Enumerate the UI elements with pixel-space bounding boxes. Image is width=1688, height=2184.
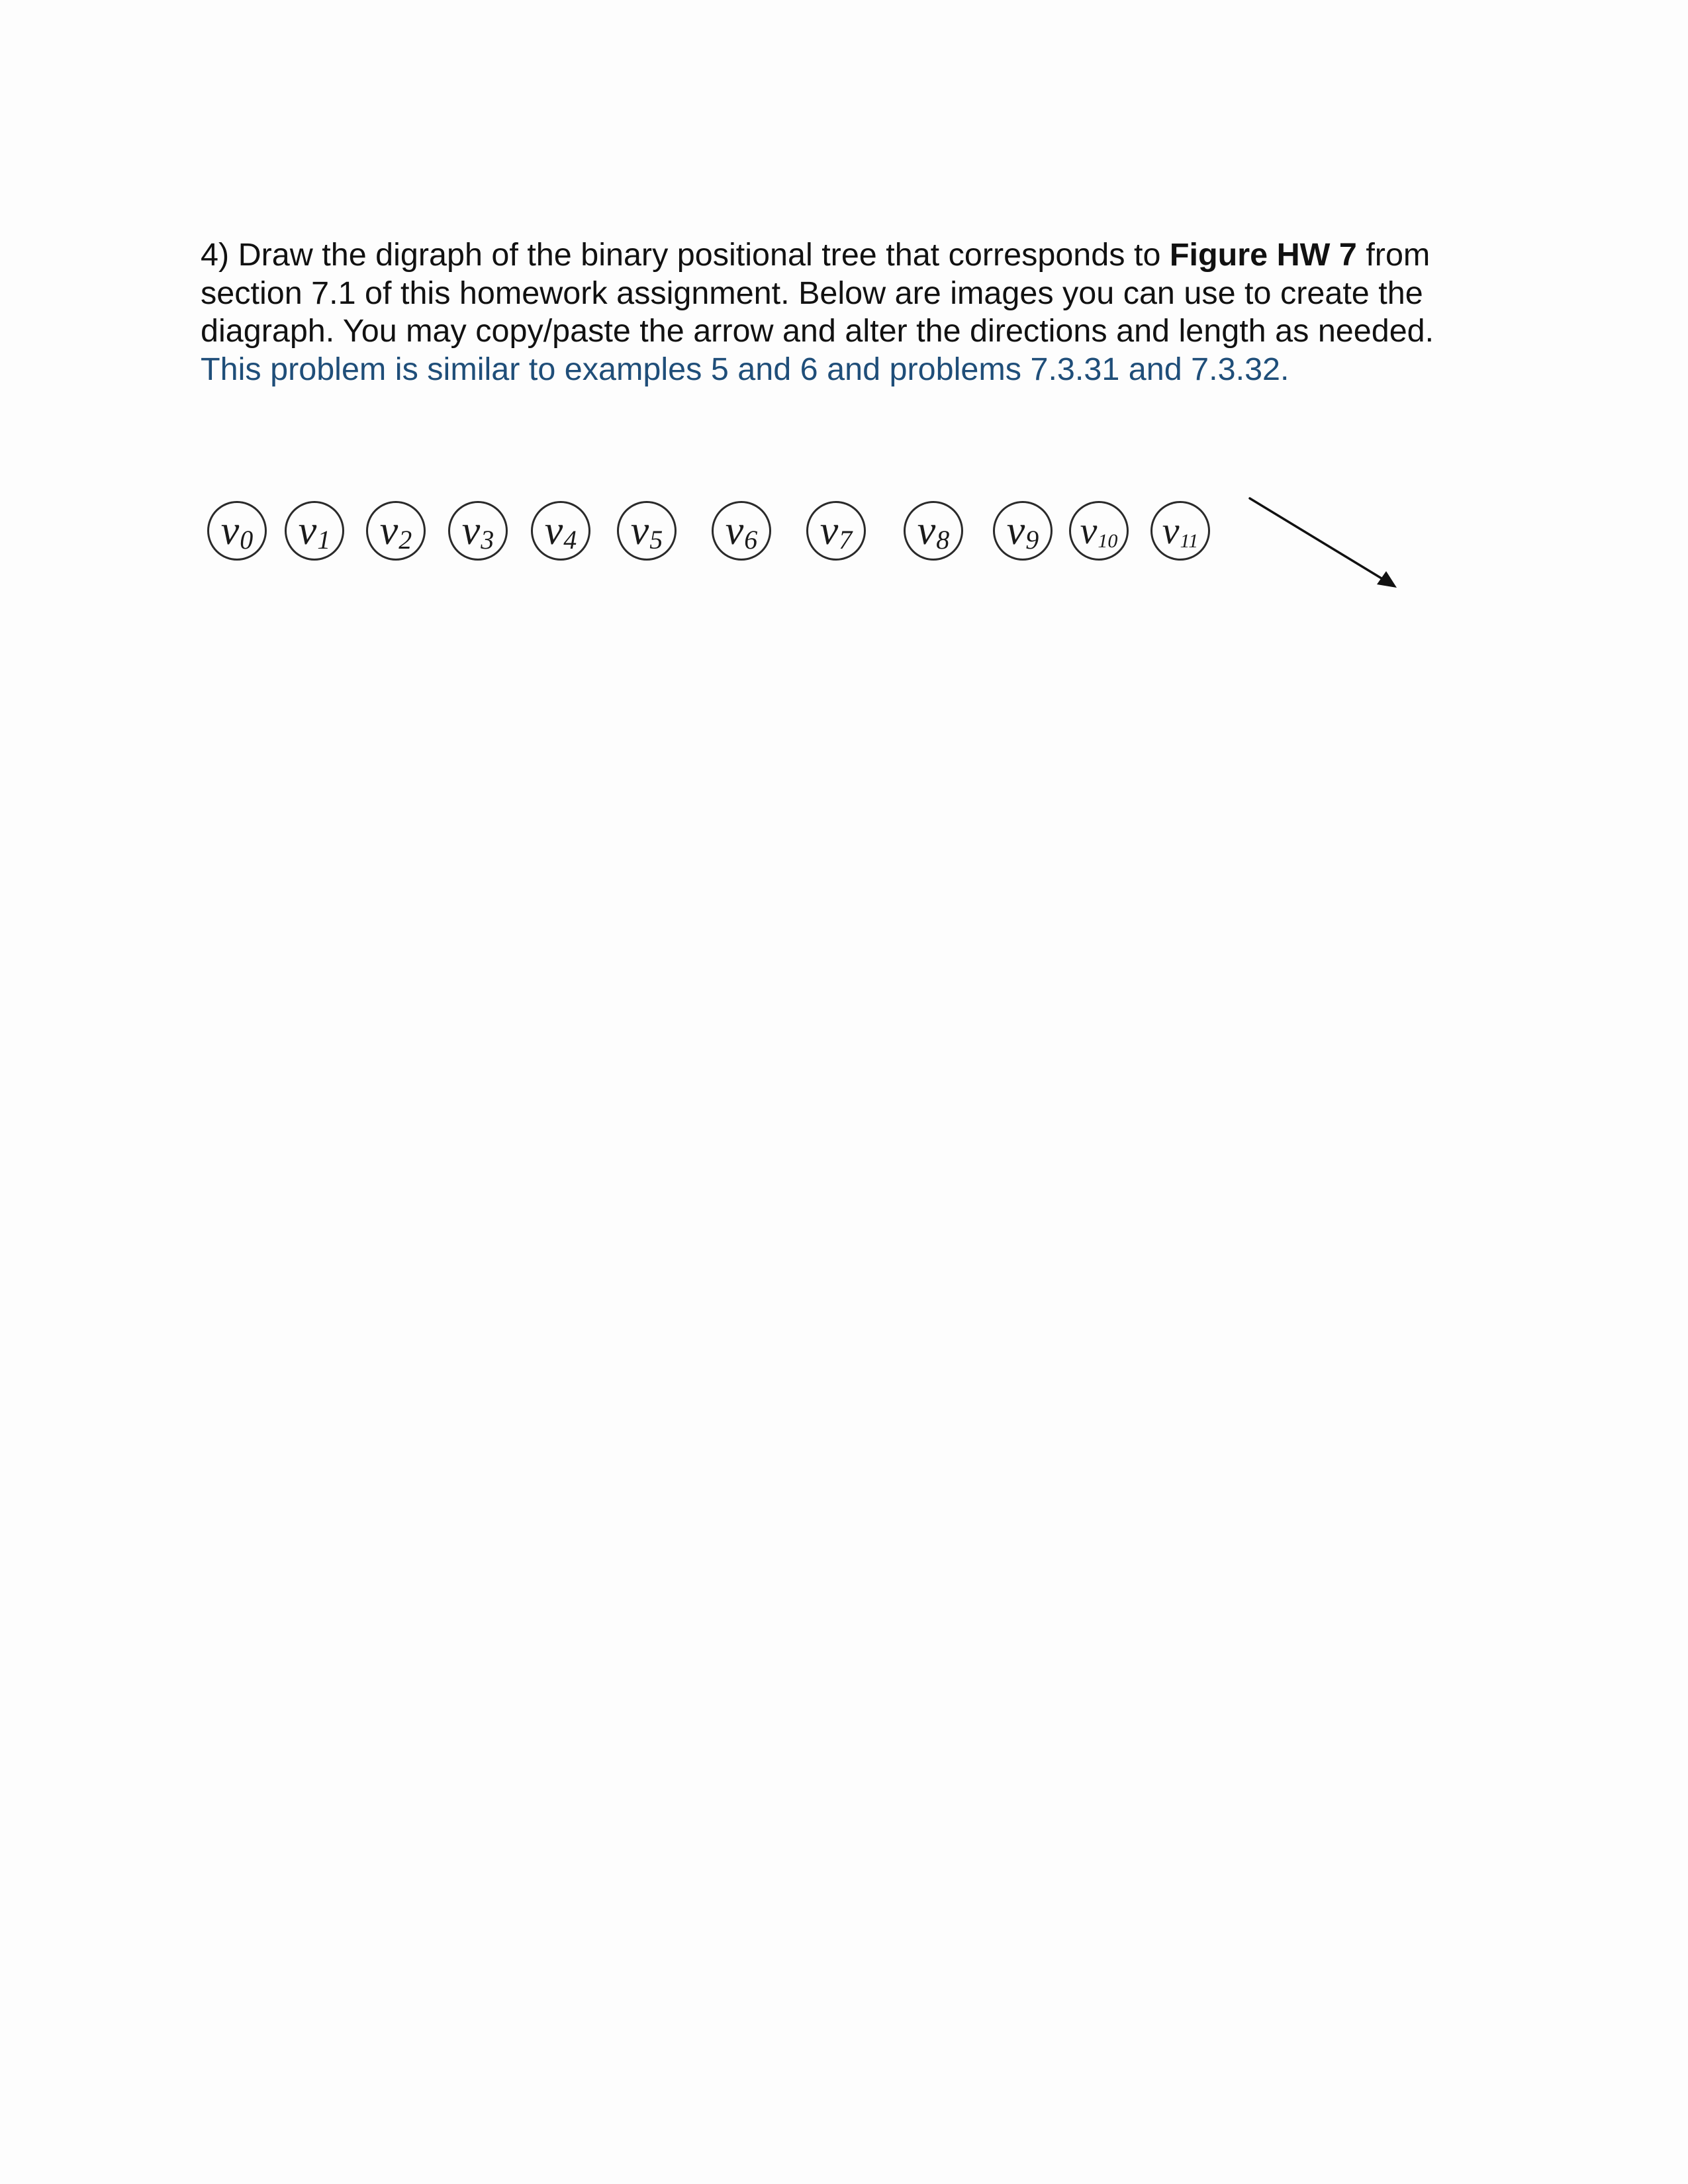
- vertex-v7[interactable]: v 7: [806, 501, 866, 561]
- vertex-v3[interactable]: v 3: [448, 501, 508, 561]
- vertex-v4[interactable]: v 4: [531, 501, 590, 561]
- vertex-v10[interactable]: v 10: [1069, 501, 1129, 561]
- figure-reference: Figure HW 7: [1169, 237, 1357, 273]
- problem-text: [201, 236, 1518, 388]
- vertex-v9[interactable]: v 9: [993, 501, 1053, 561]
- vertex-v6[interactable]: v 6: [712, 501, 771, 561]
- vertex-v0[interactable]: v 0: [207, 501, 267, 561]
- problem-line-1-end: from: [1356, 237, 1430, 273]
- arrow-icon[interactable]: [1244, 493, 1403, 592]
- problem-line-2: section 7.1 of this homework assignment. Below are images you can use to create the: [201, 275, 1423, 311]
- problem-line-1-start: 4) Draw the digraph of the binary positional tree that corresponds to: [201, 237, 1170, 273]
- similar-problems-note: This problem is similar to examples 5 and 6 and problems 7.3.31 and 7.3.32.: [201, 351, 1289, 387]
- vertex-v8[interactable]: v 8: [904, 501, 963, 561]
- vertex-v11[interactable]: v 11: [1150, 501, 1210, 561]
- vertex-v5[interactable]: v 5: [617, 501, 677, 561]
- vertex-v2[interactable]: v 2: [366, 501, 426, 561]
- problem-line-1: [201, 236, 1518, 275]
- vertex-v1[interactable]: v 1: [285, 501, 344, 561]
- problem-line-3: diagraph. You may copy/paste the arrow and alter the directions and length as needed.: [201, 313, 1434, 349]
